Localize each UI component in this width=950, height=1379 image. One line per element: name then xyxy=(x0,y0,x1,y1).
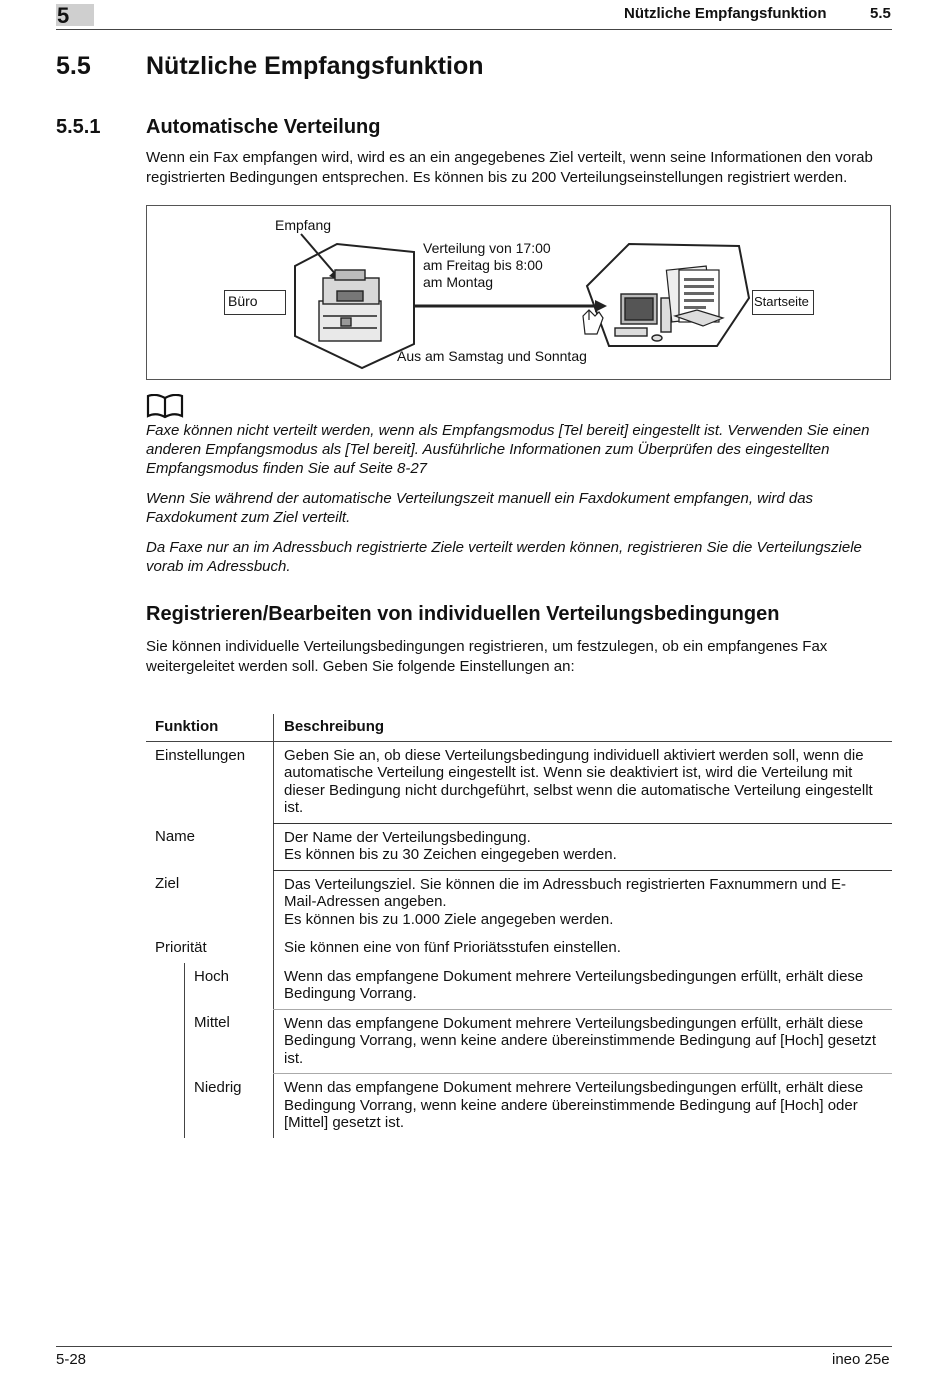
label-buero: Büro xyxy=(224,290,286,315)
table-row xyxy=(146,823,892,870)
documents-icon xyxy=(666,266,723,326)
cell-beschreibung: Wenn das empfangene Dokument mehrere Verteilungsbedingungen erfüllt, erhält diese Bedingung Vorrang. xyxy=(274,963,893,1010)
heading2-number: 5.5.1 xyxy=(56,116,101,138)
label-schedule-3: am Montag xyxy=(423,274,494,290)
running-header-section: 5.5 xyxy=(870,5,891,22)
cell-funktion: Priorität xyxy=(155,939,207,956)
cell-line: Es können bis zu 30 Zeichen eingegeben werden. xyxy=(284,846,617,863)
note-3: Da Faxe nur an im Adressbuch registrierte Ziele verteilt werden können, registrieren Sie die Verteilungsziele vorab im Adressbuch. xyxy=(146,539,862,575)
cell-line: Das Verteilungsziel. Sie können die im Adressbuch registrierten Faxnummern und E-Mail-Adressen angeben. xyxy=(284,875,846,910)
cell-beschreibung: Geben Sie an, ob diese Verteilungsbedingung individuell aktiviert werden soll, wenn die automatische Verteilung eingestellt ist. Wenn sie deaktiviert ist, wird die Verteilung mit dieser Bedingung nicht durchgeführt, selbst wenn die automatische Verteilung eingestellt ist. xyxy=(274,741,893,823)
cell-funktion: Name xyxy=(155,828,196,845)
chapter-number: 5 xyxy=(57,3,70,28)
table-header-funktion: Funktion xyxy=(155,718,219,735)
header-rule xyxy=(56,29,892,30)
label-startseite: Startseite xyxy=(752,290,814,315)
table-header-beschreibung: Beschreibung xyxy=(274,714,893,741)
hand-cursor-icon xyxy=(583,310,603,334)
table-row xyxy=(146,1009,892,1074)
note-2: Wenn Sie während der automatische Verteilungszeit manuell ein Faxdokument empfangen, wird das Faxdokument zum Ziel verteilt. xyxy=(146,490,814,526)
footer-rule xyxy=(56,1346,892,1347)
cell-line: Der Name der Verteilungsbedingung. xyxy=(284,828,531,846)
cell-sub-label: Hoch xyxy=(194,967,230,985)
table-row xyxy=(146,870,892,934)
intro-paragraph: Wenn ein Fax empfangen wird, wird es an ein angegebenes Ziel verteilt, wenn seine Informationen den vorab registrierten Bedingungen entsprechen. Es können bis zu 200 Verteilungseinstellungen registriert werden. xyxy=(146,149,873,186)
footer-page-number: 5-28 xyxy=(56,1351,87,1368)
table-row xyxy=(146,934,892,963)
cell-sub-label: Niedrig xyxy=(194,1078,242,1096)
book-note-icon xyxy=(146,394,184,420)
table-row xyxy=(146,963,892,1010)
cell-funktion xyxy=(146,1074,274,1138)
heading2-title: Automatische Verteilung xyxy=(146,116,381,138)
running-header-title: Nützliche Empfangsfunktion xyxy=(624,5,827,22)
label-schedule-1: Verteilung von 17:00 xyxy=(423,240,551,256)
printer-icon xyxy=(319,270,381,341)
label-schedule-2: am Freitag bis 8:00 xyxy=(423,257,543,273)
label-empfang: Empfang xyxy=(275,217,332,233)
footer-product: ineo 25e xyxy=(832,1351,890,1368)
settings-table xyxy=(146,714,892,1138)
table-row xyxy=(146,1074,892,1138)
heading1-number: 5.5 xyxy=(56,52,91,80)
cell-beschreibung: Wenn das empfangene Dokument mehrere Verteilungsbedingungen erfüllt, erhält diese Bedingung Vorrang, wenn keine andere übereinstimmende Bedingung auf [Hoch] gesetzt ist. xyxy=(274,1009,893,1074)
cell-funktion: Ziel xyxy=(155,875,180,892)
note-1: Faxe können nicht verteilt werden, wenn als Empfangsmodus [Tel bereit] eingestellt ist. Verwenden Sie einen anderen Empfangsmodus als [Tel bereit]. Ausführliche Informationen zum Überprüfen des eingestellten Empfangsmodus finden Sie auf Seite 8-27 xyxy=(146,422,870,477)
table-header-row xyxy=(146,714,892,741)
cell-beschreibung: Sie können eine von fünf Prioriätsstufen einstellen. xyxy=(274,934,893,963)
cell-sub-label: Mittel xyxy=(194,1014,230,1031)
cell-funktion xyxy=(146,1009,274,1074)
cell-funktion xyxy=(146,963,274,1010)
cell-beschreibung xyxy=(274,870,893,934)
cell-funktion: Einstellungen xyxy=(155,746,246,764)
label-weekend: Aus am Samstag und Sonntag xyxy=(397,348,587,364)
heading1-title: Nützliche Empfangsfunktion xyxy=(146,52,484,80)
table-row xyxy=(146,741,892,823)
cell-line: Es können bis zu 1.000 Ziele angegeben werden. xyxy=(284,910,614,928)
sub-intro-paragraph: Sie können individuelle Verteilungsbedingungen registrieren, um festzulegen, ob ein empfangenes Fax weitergeleitet werden soll. Geben Sie folgende Einstellungen an: xyxy=(146,638,828,675)
cell-beschreibung: Wenn das empfangene Dokument mehrere Verteilungsbedingungen erfüllt, erhält diese Bedingung Vorrang, wenn keine andere übereinstimmende Bedingung auf [Hoch] oder [Mittel] gesetzt ist. xyxy=(274,1074,893,1138)
heading3-title: Registrieren/Bearbeiten von individuellen Verteilungsbedingungen xyxy=(146,603,780,625)
distribution-diagram xyxy=(146,205,891,380)
cell-beschreibung xyxy=(274,823,893,870)
